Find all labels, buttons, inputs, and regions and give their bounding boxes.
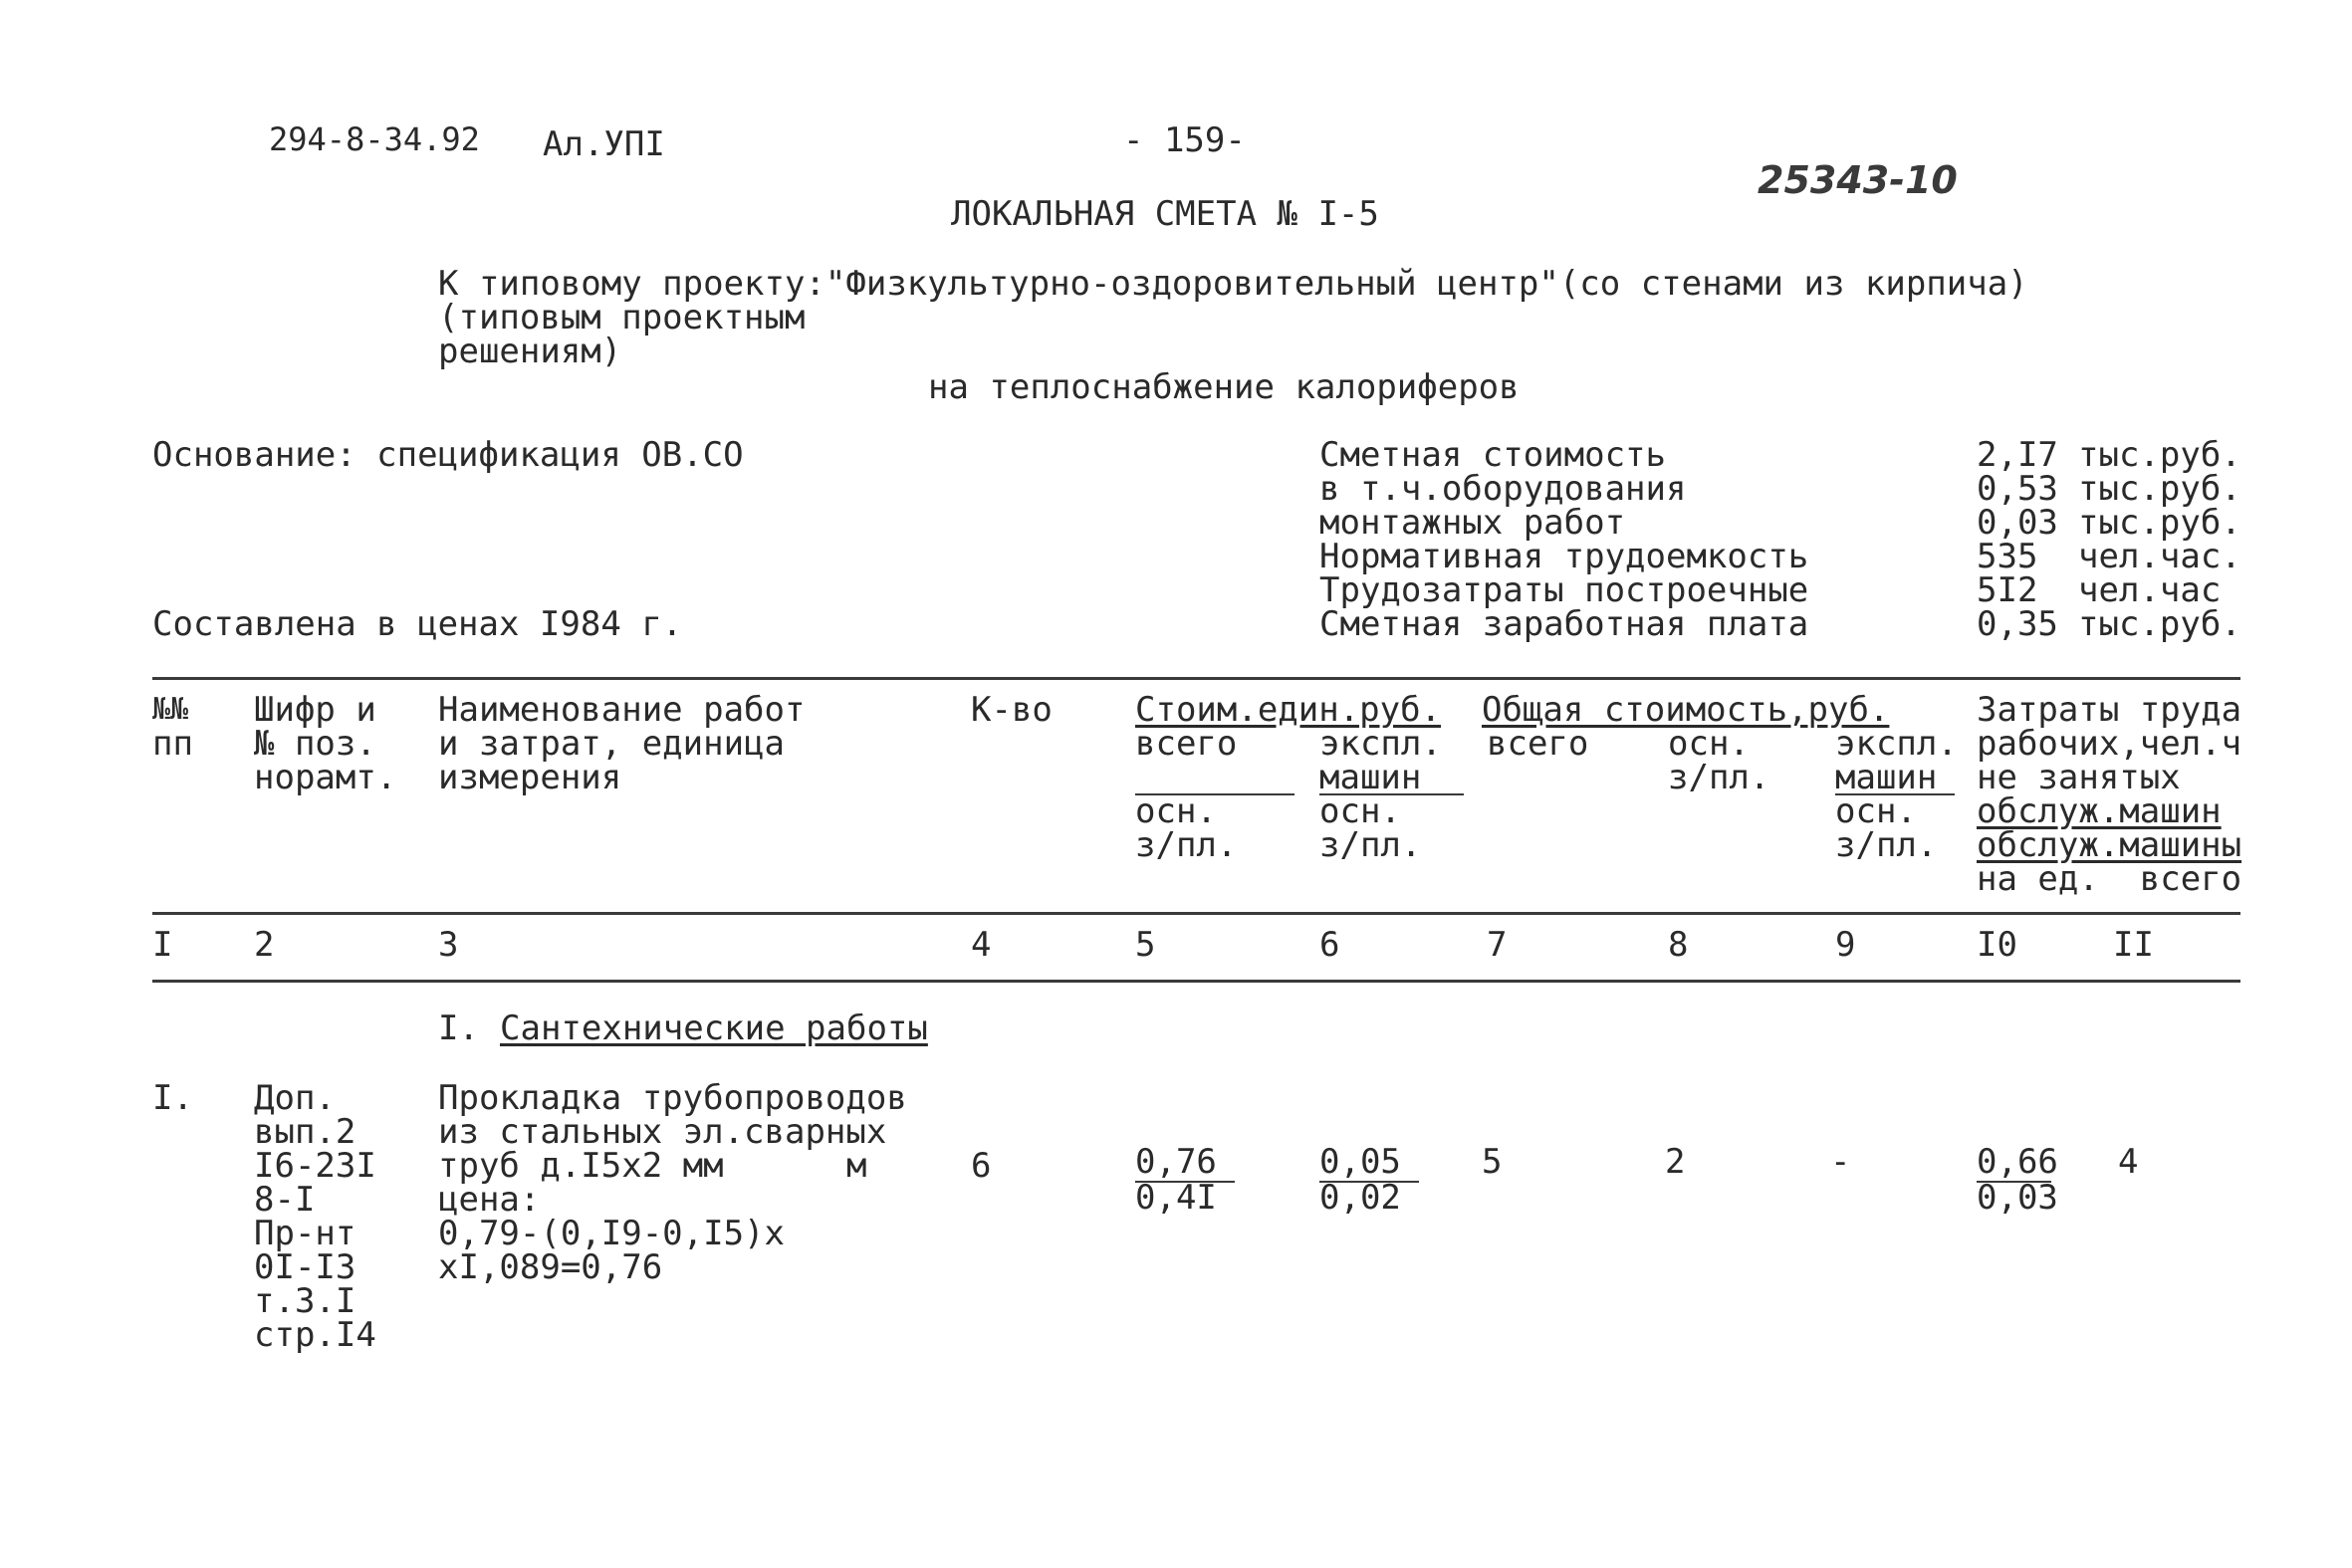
row-description-line: Прокладка трубопроводов — [438, 1078, 907, 1118]
row-c6-top: 0,05 — [1319, 1142, 1401, 1182]
column-number: 7 — [1487, 925, 1508, 965]
row-c10-top: 0,66 — [1977, 1142, 2058, 1182]
row-code-line: Пр-нт — [254, 1214, 356, 1253]
row-description-line: хI,089=0,76 — [438, 1247, 663, 1287]
row-code-line: стр.I4 — [254, 1315, 376, 1355]
column-number: 5 — [1135, 925, 1156, 965]
column-number: 6 — [1319, 925, 1340, 965]
header-c8-2: з/пл. — [1668, 758, 1770, 797]
column-number: I0 — [1977, 925, 2017, 965]
estimate-subject: на теплоснабжение калориферов — [928, 367, 1520, 407]
summary-unit: тыс.руб. — [2078, 469, 2241, 509]
column-number: 4 — [971, 925, 992, 965]
header-labor-2: рабочих,чел.ч — [1977, 724, 2242, 764]
summary-unit: тыс.руб. — [2078, 604, 2241, 644]
project-line-1: К типовому проекту:"Физкультурно-оздоровительный центр"(со стенами из кирпича) — [438, 264, 2028, 304]
row-c7: 5 — [1482, 1142, 1503, 1182]
column-number: I — [152, 925, 173, 965]
row-c6-bottom: 0,02 — [1319, 1178, 1401, 1218]
summary-unit: тыс.руб. — [2078, 435, 2241, 475]
header-bottom-rule — [152, 912, 2240, 915]
project-line-2: (типовым проектным — [438, 298, 806, 337]
summary-label: Трудозатраты построечные — [1319, 570, 1809, 610]
row-c8: 2 — [1665, 1142, 1686, 1182]
row-quantity: 6 — [971, 1146, 992, 1186]
row-c11: 4 — [2118, 1142, 2139, 1182]
header-num-1: №№ — [152, 692, 189, 727]
summary-label: в т.ч.оборудования — [1319, 469, 1687, 509]
header-name-3: измерения — [438, 758, 622, 797]
summary-label: монтажных работ — [1319, 503, 1626, 543]
column-number: 2 — [254, 925, 275, 965]
summary-label: Сметная стоимость — [1319, 435, 1666, 475]
summary-value: 5I2 — [1977, 570, 2038, 610]
header-c6-bot-1: осн. — [1319, 791, 1401, 831]
summary-value: 2,I7 — [1977, 435, 2058, 475]
row-c10-bottom: 0,03 — [1977, 1178, 2058, 1218]
summary-value: 535 — [1977, 537, 2038, 576]
header-c6-top-2: машин — [1319, 758, 1422, 797]
header-labor-1: Затраты труда — [1977, 690, 2242, 730]
header-total-cost: Общая стоимость,руб. — [1482, 690, 1890, 730]
header-c9-bot-2: з/пл. — [1835, 825, 1938, 865]
row-code-line: т.3.I — [254, 1281, 356, 1321]
summary-value: 0,35 — [1977, 604, 2058, 644]
header-num-2: пп — [152, 724, 193, 764]
header-name-1: Наименование работ — [438, 690, 806, 730]
row-code-line: Доп. — [254, 1078, 336, 1118]
header-code-2: № поз. — [254, 724, 376, 764]
row-description-line: труб д.I5х2 мм — [438, 1146, 724, 1186]
row-c5-bottom: 0,4I — [1135, 1178, 1217, 1218]
document-title: ЛОКАЛЬНАЯ СМЕТА № I-5 — [951, 194, 1379, 234]
header-quantity: К-во — [971, 690, 1053, 730]
section-title: Сантехнические работы — [500, 1008, 928, 1048]
summary-label: Нормативная трудоемкость — [1319, 537, 1809, 576]
row-c5-top: 0,76 — [1135, 1142, 1217, 1182]
header-c9-top-1: экспл. — [1835, 724, 1958, 764]
document-code: 294-8-34.92 — [269, 120, 480, 158]
row-code-line: 0I-I3 — [254, 1247, 356, 1287]
header-labor-3: не занятых — [1977, 758, 2181, 797]
table-top-rule — [152, 677, 2240, 680]
header-unit-cost: Стоим.един.руб. — [1135, 690, 1442, 730]
row-code-line: 8-I — [254, 1180, 316, 1220]
column-number: 3 — [438, 925, 459, 965]
prices-year: Составлена в ценах I984 г. — [152, 604, 683, 644]
row-description-line: из стальных эл.сварных — [438, 1112, 887, 1152]
header-code-3: норамт. — [254, 758, 397, 797]
row-code-line: I6-23I — [254, 1146, 376, 1186]
column-numbers-rule — [152, 980, 2240, 983]
row-c9: - — [1830, 1142, 1851, 1182]
header-c9-bot-1: осн. — [1835, 791, 1917, 831]
handwritten-number: 25343-10 — [1758, 158, 1958, 202]
summary-value: 0,53 — [1977, 469, 2058, 509]
header-code-1: Шифр и — [254, 690, 376, 730]
header-c8-1: осн. — [1668, 724, 1750, 764]
project-line-3: решениям) — [438, 332, 622, 371]
header-c6-top-1: экспл. — [1319, 724, 1442, 764]
header-c5-top: всего — [1135, 724, 1238, 764]
summary-value: 0,03 — [1977, 503, 2058, 543]
section-number: I. — [438, 1008, 479, 1048]
column-number: II — [2113, 925, 2154, 965]
column-number: 8 — [1668, 925, 1689, 965]
header-c5-bot-1: осн. — [1135, 791, 1217, 831]
row-number: I. — [152, 1078, 193, 1118]
row-code-line: вып.2 — [254, 1112, 356, 1152]
header-c5-bot-2: з/пл. — [1135, 825, 1238, 865]
summary-unit: тыс.руб. — [2078, 503, 2241, 543]
column-number: 9 — [1835, 925, 1856, 965]
header-labor-4: обслуж.машин — [1977, 791, 2222, 831]
summary-unit: чел.час. — [2078, 537, 2241, 576]
page-number: - 159- — [1123, 120, 1246, 160]
header-labor-6: на ед. всего — [1977, 859, 2242, 899]
header-name-2: и затрат, единица — [438, 724, 785, 764]
header-labor-5: обслуж.машины — [1977, 825, 2242, 865]
summary-label: Сметная заработная плата — [1319, 604, 1809, 644]
estimate-basis: Основание: спецификация ОВ.СО — [152, 435, 744, 475]
header-c7: всего — [1487, 724, 1589, 764]
header-c9-top-2: машин — [1835, 758, 1938, 797]
header-c6-bot-2: з/пл. — [1319, 825, 1422, 865]
row-unit: м — [846, 1146, 867, 1186]
summary-unit: чел.час — [2078, 570, 2222, 610]
row-description-line: 0,79-(0,I9-0,I5)х — [438, 1214, 785, 1253]
album-label: Ал.УПI — [543, 124, 665, 164]
row-description-line: цена: — [438, 1180, 541, 1220]
